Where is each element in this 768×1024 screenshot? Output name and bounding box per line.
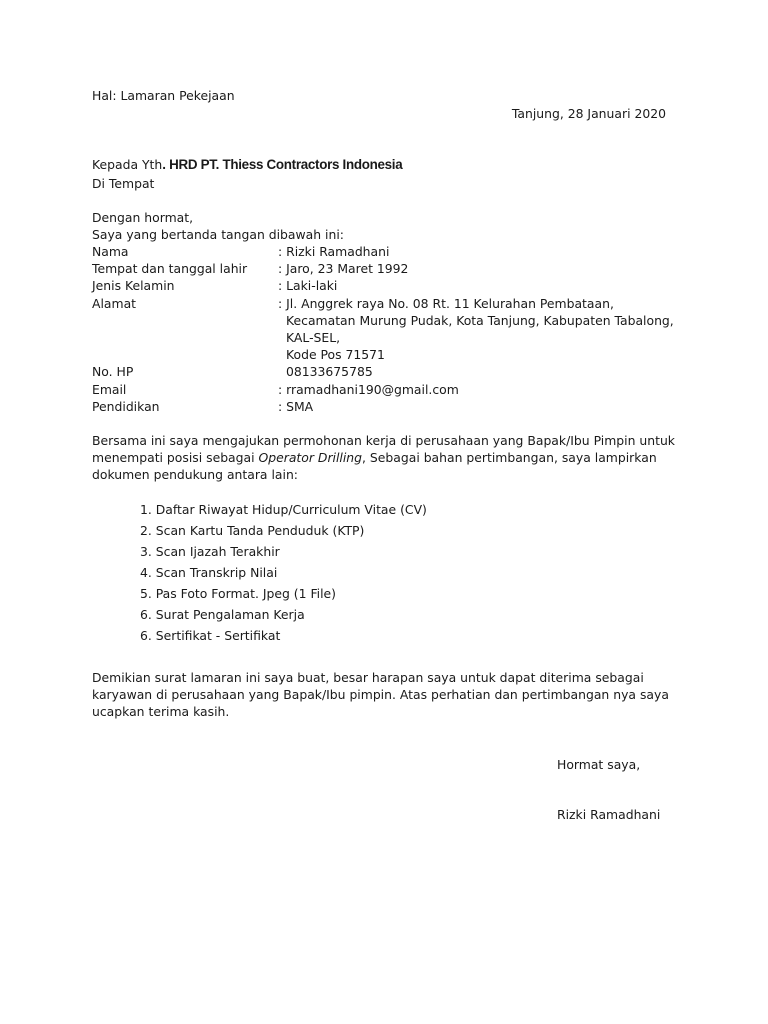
field-row-nama bbox=[92, 243, 692, 260]
closing-line: ucapkan terima kasih. bbox=[92, 704, 230, 719]
closing-line: Demikian surat lamaran ini saya buat, besar harapan saya untuk dapat diterima sebagai bbox=[92, 670, 644, 685]
field-value: : Rizki Ramadhani bbox=[278, 244, 390, 259]
signer-name: Rizki Ramadhani bbox=[557, 807, 661, 822]
field-label: Pendidikan bbox=[92, 398, 160, 414]
closing-paragraph bbox=[92, 669, 682, 720]
recipient-name: . HRD PT. Thiess Contractors Indonesia bbox=[162, 157, 403, 172]
sign-off: Hormat saya, bbox=[557, 757, 641, 772]
address-continuation-row bbox=[92, 346, 692, 363]
intro-line: Saya yang bertanda tangan dibawah ini: bbox=[92, 227, 344, 242]
field-row-gender bbox=[92, 277, 692, 294]
field-row-ttl bbox=[92, 260, 692, 277]
field-value: : Jl. Anggrek raya No. 08 Rt. 11 Kelurahan Pembataan, bbox=[278, 295, 614, 311]
list-item: 4. Scan Transkrip Nilai bbox=[140, 565, 278, 580]
field-label: Alamat bbox=[92, 295, 137, 311]
address-continuation: Kode Pos 71571 bbox=[286, 347, 385, 363]
recipient-prefix: Kepada Yth bbox=[92, 157, 163, 172]
field-label: Nama bbox=[92, 244, 129, 259]
field-value: : Laki-laki bbox=[278, 278, 338, 294]
address-continuation-row bbox=[92, 329, 692, 346]
place-date: Tanjung, 28 Januari 2020 bbox=[511, 106, 666, 121]
list-item: 3. Scan Ijazah Terakhir bbox=[140, 544, 280, 559]
address-continuation: KAL-SEL, bbox=[286, 330, 341, 346]
field-row-address bbox=[92, 295, 692, 312]
field-value: : Jaro, 23 Maret 1992 bbox=[278, 261, 409, 277]
list-item: 5. Pas Foto Format. Jpeg (1 File) bbox=[140, 586, 337, 601]
field-row-education bbox=[92, 398, 692, 415]
list-item: 6. Sertifikat - Sertifikat bbox=[140, 628, 281, 643]
field-label: No. HP bbox=[92, 364, 134, 380]
field-label: Jenis Kelamin bbox=[92, 278, 175, 294]
list-item: 1. Daftar Riwayat Hidup/Curriculum Vitae (CV) bbox=[140, 502, 427, 517]
address-continuation-row bbox=[92, 312, 692, 329]
list-item: 2. Scan Kartu Tanda Penduduk (KTP) bbox=[140, 523, 365, 538]
field-row-phone bbox=[92, 363, 692, 380]
recipient-line bbox=[92, 156, 402, 173]
address-continuation: Kecamatan Murung Pudak, Kota Tanjung, Kabupaten Tabalong, bbox=[286, 312, 674, 328]
list-item: 6. Surat Pengalaman Kerja bbox=[140, 607, 305, 622]
field-label: Email bbox=[92, 381, 127, 397]
body-line: Bersama ini saya mengajukan permohonan kerja di perusahaan yang Bapak/Ibu Pimpin untuk bbox=[92, 433, 675, 448]
body-paragraph bbox=[92, 432, 682, 483]
attachment-list bbox=[140, 499, 427, 646]
position-name: Operator Drilling bbox=[258, 450, 363, 465]
recipient-place: Di Tempat bbox=[92, 176, 155, 191]
applicant-details bbox=[92, 243, 692, 415]
body-line: dokumen pendukung antara lain: bbox=[92, 467, 298, 482]
field-label: Tempat dan tanggal lahir bbox=[92, 261, 248, 277]
subject-line: Hal: Lamaran Pekejaan bbox=[92, 88, 235, 103]
field-value: 08133675785 bbox=[286, 364, 373, 380]
closing-line: karyawan di perusahaan yang Bapak/Ibu pimpin. Atas perhatian dan pertimbangan nya saya bbox=[92, 687, 669, 702]
field-value: : rramadhani190@gmail.com bbox=[278, 381, 459, 397]
greeting: Dengan hormat, bbox=[92, 210, 194, 225]
field-row-email bbox=[92, 381, 692, 398]
body-line: menempati posisi sebagai Operator Drilling, Sebagai bahan pertimbangan, saya lampirkan bbox=[92, 450, 657, 465]
field-value: : SMA bbox=[278, 398, 314, 414]
